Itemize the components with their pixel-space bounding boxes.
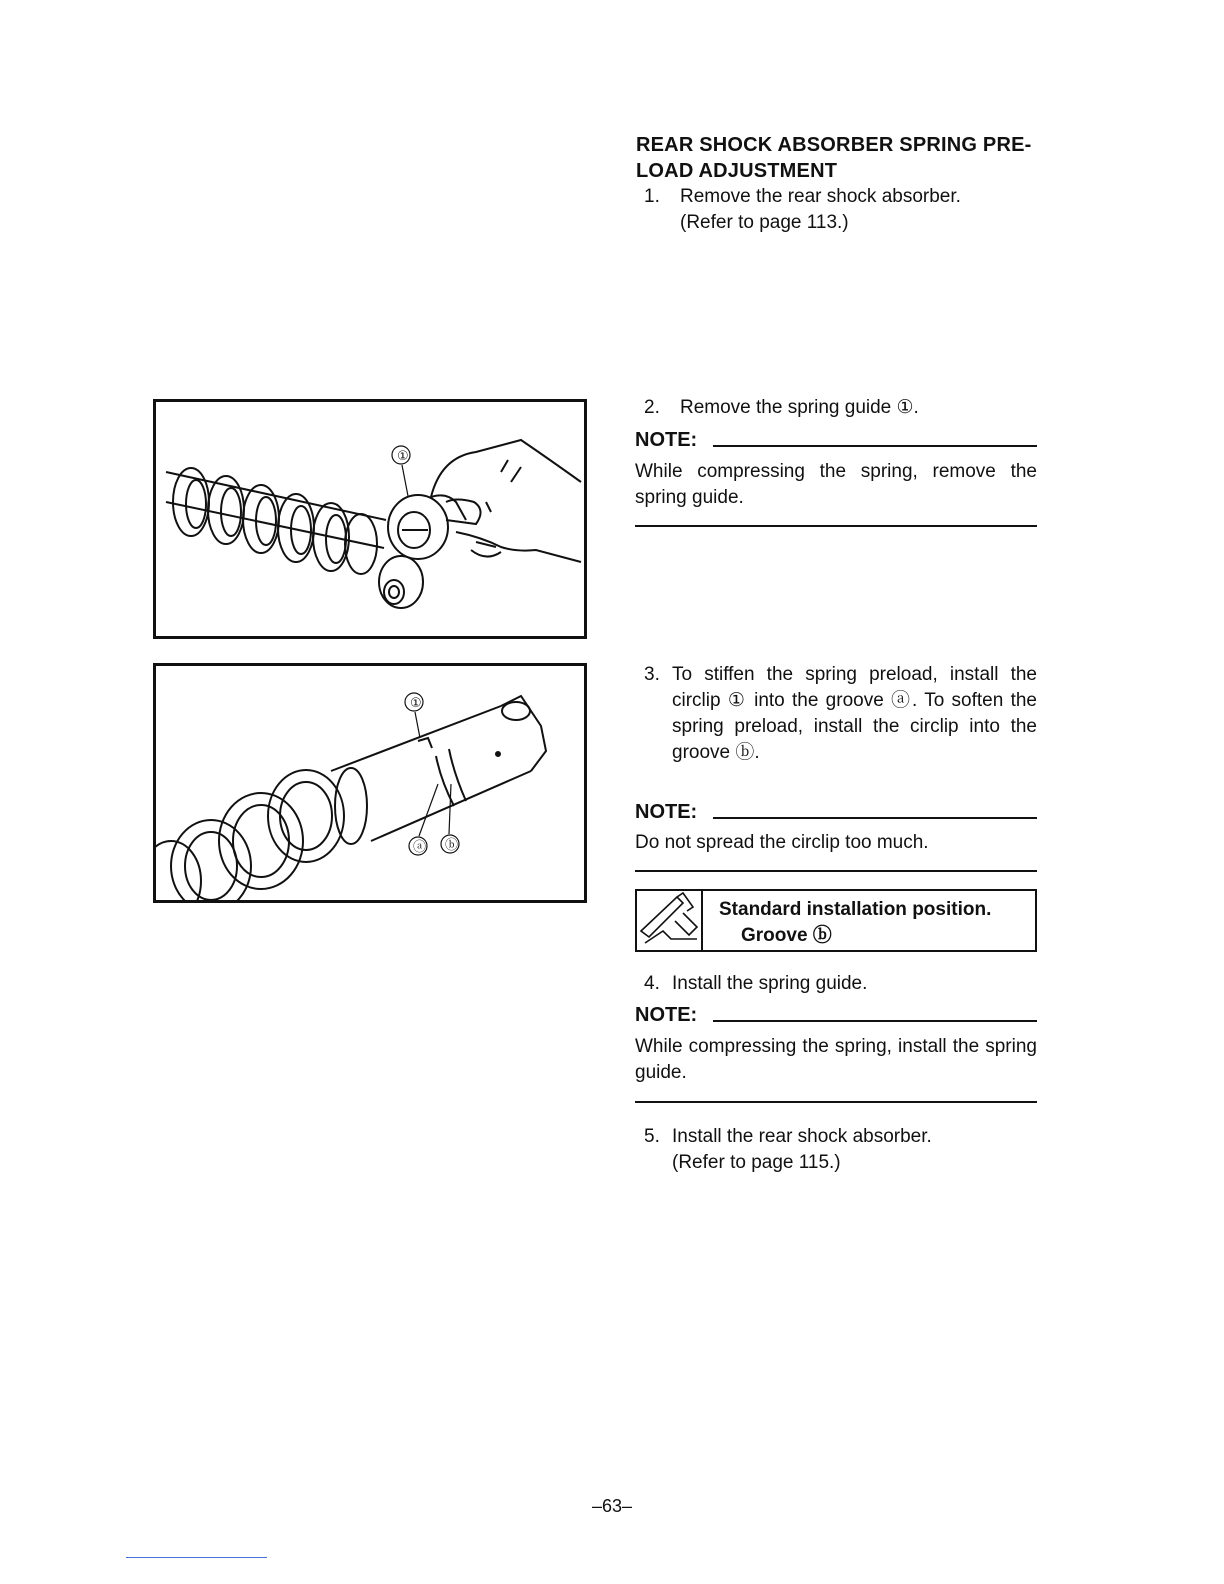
step-text: To stiffen the spring preload, install the circlip ① into the groove ⓐ. To soften the spring preload, install the circlip into the groove ⓑ. bbox=[672, 664, 1037, 763]
step-text-line: Remove the rear shock absorber. bbox=[680, 186, 961, 207]
callout-b: ⓑ bbox=[445, 838, 459, 853]
coil-spring bbox=[156, 770, 344, 900]
step-5 bbox=[644, 1124, 1044, 1176]
spec-value: Groove ⓑ bbox=[741, 925, 832, 946]
step-3 bbox=[644, 662, 1037, 766]
figure-spring-guide-removal bbox=[153, 399, 587, 639]
step-number: 3. bbox=[644, 664, 660, 685]
note-label: NOTE: bbox=[635, 429, 698, 451]
groove-a bbox=[436, 756, 454, 806]
circlip-illustration bbox=[156, 666, 584, 900]
step-text: Remove the spring guide ①. bbox=[680, 397, 919, 418]
step-text: Install the spring guide. bbox=[672, 973, 868, 994]
step-number: 2. bbox=[644, 397, 660, 418]
callout-1: ① bbox=[410, 696, 422, 711]
spring-guide-illustration bbox=[156, 402, 584, 636]
spec-box bbox=[635, 889, 1037, 952]
note-rule bbox=[713, 817, 1037, 819]
section-heading-line-2: LOAD ADJUSTMENT bbox=[636, 160, 838, 182]
caliper-gauge-icon bbox=[637, 891, 703, 950]
note-rule bbox=[713, 445, 1037, 447]
callout-1: ① bbox=[397, 449, 409, 464]
section-heading-line-1: REAR SHOCK ABSORBER SPRING PRE- bbox=[636, 134, 1032, 156]
groove-b bbox=[449, 749, 466, 801]
step-number: 5. bbox=[644, 1126, 660, 1147]
step-2 bbox=[644, 395, 1044, 421]
step-number: 1. bbox=[644, 186, 660, 207]
note-label: NOTE: bbox=[635, 1004, 698, 1026]
page-number: –63– bbox=[591, 1496, 633, 1516]
callout-a: ⓐ bbox=[413, 840, 427, 855]
figure-circlip-groove bbox=[153, 663, 587, 903]
note-label: NOTE: bbox=[635, 801, 698, 823]
circlip bbox=[418, 738, 432, 748]
note-1-end-rule bbox=[635, 525, 1037, 527]
note-rule bbox=[713, 1020, 1037, 1022]
section-heading bbox=[636, 132, 1046, 184]
hand-illustration bbox=[431, 440, 581, 562]
note-2-header bbox=[635, 799, 1037, 825]
scan-edge-line bbox=[126, 1557, 267, 1558]
step-text-line: Install the rear shock absorber. bbox=[672, 1126, 932, 1147]
coil-spring bbox=[173, 468, 377, 574]
note-2-end-rule bbox=[635, 870, 1037, 872]
step-number: 4. bbox=[644, 973, 660, 994]
note-1-text: While compressing the spring, remove the spring guide. bbox=[635, 461, 1037, 508]
note-3-header bbox=[635, 1002, 1037, 1028]
spring-guide bbox=[388, 495, 448, 559]
note-3-text: While compressing the spring, install the spring guide. bbox=[635, 1036, 1037, 1083]
note-1-header bbox=[635, 427, 1037, 453]
note-2-text: Do not spread the circlip too much. bbox=[635, 832, 929, 853]
step-4 bbox=[644, 971, 1044, 997]
step-text-line: (Refer to page 115.) bbox=[672, 1152, 841, 1173]
step-1 bbox=[644, 184, 1044, 236]
spec-title: Standard installation position. bbox=[719, 899, 992, 920]
step-text-line: (Refer to page 113.) bbox=[680, 212, 849, 233]
note-3-end-rule bbox=[635, 1101, 1037, 1103]
